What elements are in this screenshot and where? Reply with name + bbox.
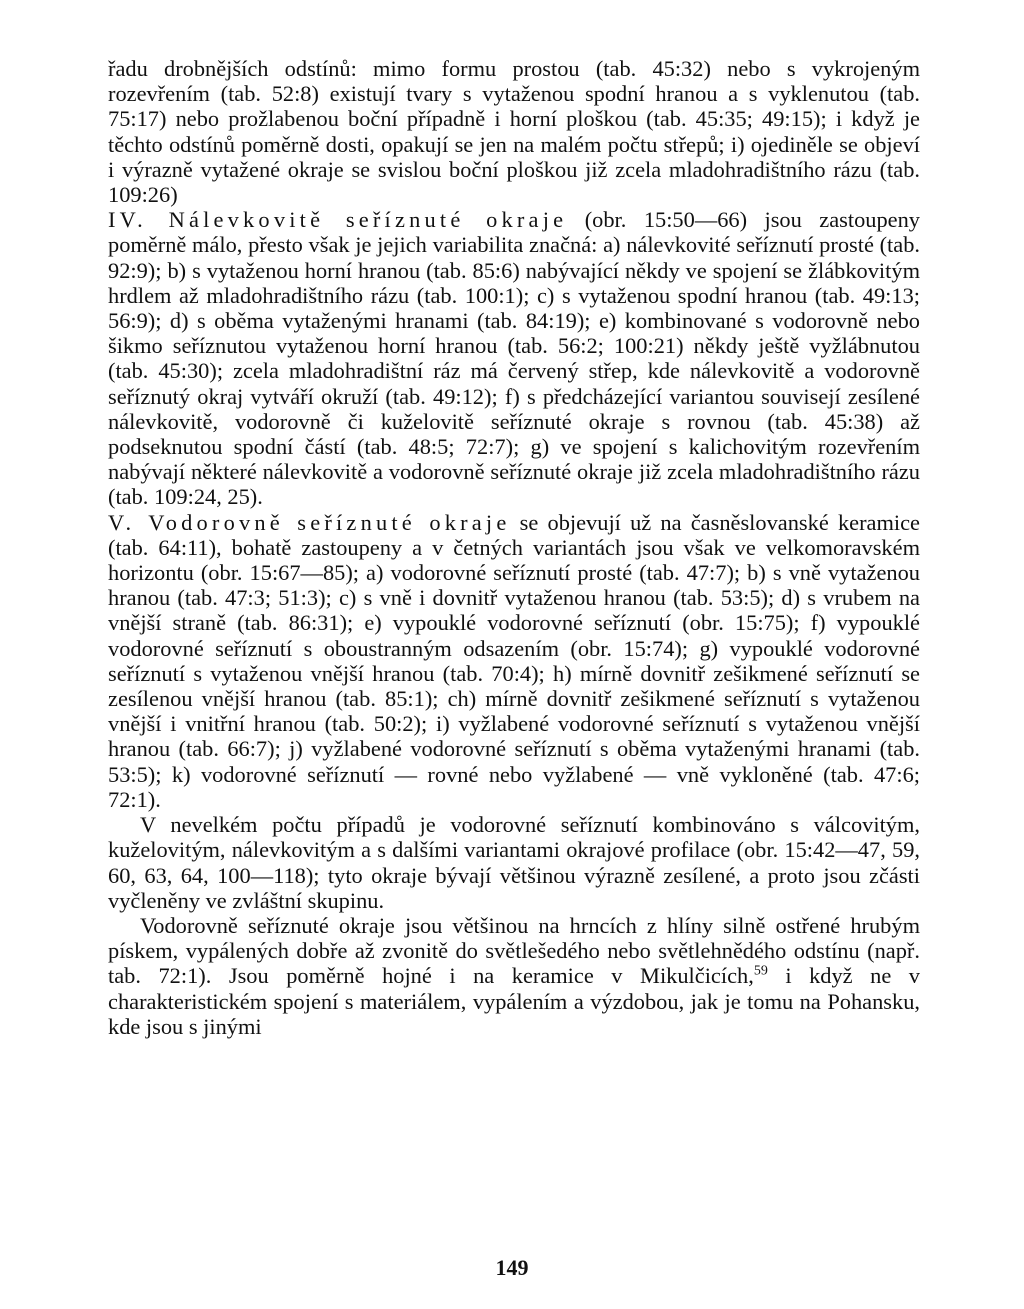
section-heading-iv: IV. Nálevkovitě seříznuté okraje: [108, 207, 568, 233]
paragraph-text: Vodorovně seříznuté okraje jsou většinou na hrncích z hlíny silně ostřené hrubým pískem, vypálených dobře až zvonitě do světlešedého nebo světlehnědého odstínu (např. tab. 72:1). Jsou poměrně hojné i na keramice v Mikulčicích,: [108, 912, 920, 989]
page-number: 149: [495, 1255, 529, 1280]
paragraph-text: řadu drobnějších odstínů: mimo formu prostou (tab. 45:32) nebo s vykrojeným rozevřením (tab. 52:8) existují tvary s vytaženou spodní hranou a s vyklenutou (tab. 75:17) nebo prožlabenou boční případně i horní ploškou (tab. 45:35; 49:15); i když je těchto odstínů poměrně dosti, opakují se jen na malém počtu střepů; i) ojediněle se objeví i výrazně vytažené okraje se svislou boční ploškou již zcela mladohradištního rázu (tab. 109:26): [108, 56, 920, 208]
paragraph-text: se objevují už na časněslovanské keramice (tab. 64:11), bohatě zastoupeny a v četných variantách jsou však ve velkomoravském horizontu (obr. 15:67—85); a) vodorovné seříznutí prosté (tab. 47:7); b) s vně vytaženou hranou (tab. 47:3; 51:3); c) s vně i dovnitř vytaženou hranou (tab. 53:5); d) s vrubem na vnější straně (tab. 86:31); e) vypouklé vodorovné seříznutí (obr. 15:75); f) vypouklé vodorovné seříznutí s oboustranným odsazením (obr. 15:74); g) vypouklé vodorovné seříznutí s vytaženou vnější hranou (tab. 70:4); h) mírně dovnitř zešikmené seříznutí se zesílenou vnější hranou (tab. 85:1); ch) mírně dovnitř zešikmené seříznutí s vytaženou vnější i vnitřní hranou (tab. 50:2); i) vyžlabené vodorovné seříznutí s vytaženou vnější hranou (tab. 66:7); j) vyžlabené vodorovné seříznutí s oběma vytaženými hranami (tab. 53:5); k) vodorovné seříznutí — rovné nebo vyžlabené — vně vykloněné (tab. 47:6; 72:1).: [108, 509, 920, 812]
paragraph-5: [108, 913, 920, 1039]
paragraph-3: [108, 510, 920, 812]
section-heading-v: V. Vodorovně seříznuté okraje: [108, 509, 511, 535]
paragraph-2: [108, 207, 920, 509]
paragraph-text: (obr. 15:50—66) jsou zastoupeny poměrně málo, přesto však je jejich variabilita značná: a) nálevkovité seříznutí prosté (tab. 92:9); b) s vytaženou horní hranou (tab. 85:6) nabývající někdy ve spojení se žlábkovitým hrdlem až mladohradištního rázu (tab. 100:1); c) s vytaženou spodní hranou (tab. 49:13; 56:9); d) s oběma vytaženými hranami (tab. 84:19); e) kombinované s vodorovně nebo šikmo seříznutou vytaženou horní hranou (tab. 56:2; 100:21) někdy ještě vyžlábnutou (tab. 45:30); zcela mladohradištní ráz má červený střep, kde nálevkovitě a vodorovně seříznutý okraj vytváří okruží (tab. 49:12); f) s předcházející variantou souvisejí zesílené nálevkovitě, vodorovně či kuželovitě seříznuté okraje s rovnou (tab. 45:38) až podseknutou spodní částí (tab. 48:5; 72:7); g) ve spojení s kalichovitým rozevřením nabývají některé nálevkovitě a vodorovně seříznuté okraje již zcela mladohradištního rázu (tab. 109:24, 25).: [108, 207, 920, 510]
page-body: [108, 56, 920, 1039]
paragraph-text-continued: i když ne v charakteristickém spojení s materiálem, vypálením a výzdobou, jak je tomu na Pohansku, kde jsou s jinými: [108, 963, 921, 1039]
footnote-marker[interactable]: 59: [753, 963, 768, 979]
paragraph-1: [108, 56, 920, 207]
paragraph-text: V nevelkém počtu případů je vodorovné seříznutí kombinováno s válcovitým, kuželovitým, nálevkovitým a s dalšími variantami okrajové profilace (obr. 15:42—47, 59, 60, 63, 64, 100—118); tyto okraje bývají většinou výrazně zesílené, a proto jsou zčásti vyčleněny ve zvláštní skupinu.: [108, 812, 920, 913]
paragraph-4: [108, 812, 920, 913]
